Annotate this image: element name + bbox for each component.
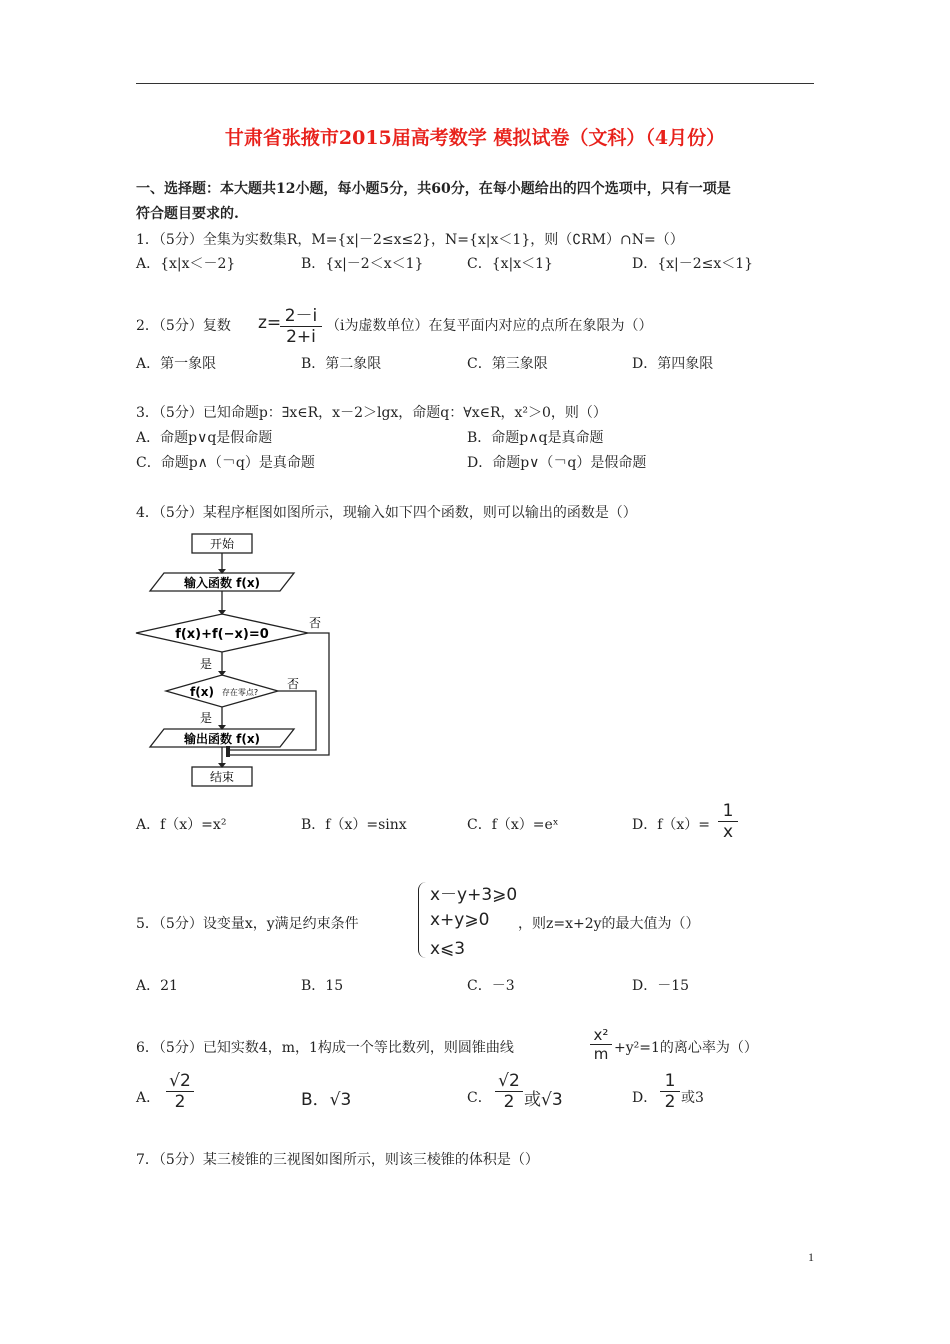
q6-option-d-fraction bbox=[660, 1071, 680, 1112]
q7-stem: 7．（5分）某三棱锥的三视图如图所示，则该三棱锥的体积是（） bbox=[136, 1152, 539, 1168]
flow-start-label: 开始 bbox=[209, 537, 235, 551]
q1-option-d: D．{x|－2≤x＜1} bbox=[632, 256, 754, 272]
q5-constraint-3: x⩽3 bbox=[430, 939, 466, 959]
q6-optc-num: √2 bbox=[495, 1071, 523, 1092]
q4-option-d: D．f（x）= bbox=[632, 817, 711, 833]
flow-end-label: 结束 bbox=[209, 770, 235, 784]
q5-option-b: B．15 bbox=[301, 978, 344, 994]
flow-no-label-2: 否 bbox=[287, 677, 300, 691]
q1-option-a: A．{x|x＜－2} bbox=[136, 256, 236, 272]
q6-optc-den: 2 bbox=[503, 1092, 515, 1112]
page-number: 1 bbox=[808, 1250, 814, 1264]
q6-option-d-tail: 或3 bbox=[681, 1090, 704, 1106]
q1-option-c: C．{x|x＜1} bbox=[467, 256, 553, 272]
q2-frac-den: 2+i bbox=[286, 327, 316, 347]
flow-yes-label-1: 是 bbox=[200, 657, 213, 671]
q2-option-a: A．第一象限 bbox=[136, 356, 217, 372]
q2-z-eq: z= bbox=[258, 313, 282, 333]
section-heading-line1: 一、选择题：本大题共12小题，每小题5分，共60分，在每小题给出的四个选项中，只有一项是 bbox=[136, 181, 731, 197]
q3-stem: 3．（5分）已知命题p：∃x∈R，x－2＞lgx，命题q：∀x∈R，x²＞0，则（） bbox=[136, 405, 607, 421]
q6-option-c-label: C． bbox=[467, 1090, 492, 1106]
q6-opta-num: √2 bbox=[166, 1071, 194, 1092]
q5-constraint-1: x－y+3⩾0 bbox=[430, 885, 518, 905]
page-title: 甘肃省张掖市2015届高考数学 模拟试卷（文科）（4月份） bbox=[224, 127, 726, 149]
q2-frac-num: 2－i bbox=[280, 301, 322, 327]
q6-frac-den: m bbox=[593, 1045, 609, 1063]
q2-stem-post: （i为虚数单位）在复平面内对应的点所在象限为（） bbox=[326, 318, 653, 334]
q6-optd-den: 2 bbox=[664, 1092, 676, 1112]
flow-cond1-label: f(x)+f(−x)=0 bbox=[175, 627, 269, 642]
q5-constraint-2: x+y⩾0 bbox=[430, 910, 490, 930]
section-heading-line2: 符合题目要求的. bbox=[136, 206, 239, 222]
q5-option-a: A．21 bbox=[136, 978, 178, 994]
q3-option-b: B．命题p∧q是真命题 bbox=[467, 430, 604, 446]
q3-option-c: C．命题p∧（￢q）是真命题 bbox=[136, 455, 315, 471]
q4-option-c: C．f（x）=eˣ bbox=[467, 817, 559, 833]
flow-cond2-tail-label: 存在零点? bbox=[221, 688, 259, 697]
q6-option-d-label: D． bbox=[632, 1090, 658, 1106]
q5-stem-post: ，则z=x+2y的最大值为（） bbox=[518, 916, 700, 932]
q2-stem-pre: 2．（5分）复数 bbox=[136, 318, 231, 334]
q3-option-d: D．命题p∨（￢q）是假命题 bbox=[467, 455, 647, 471]
q2-option-c: C．第三象限 bbox=[467, 356, 548, 372]
q6-option-a-fraction bbox=[166, 1071, 194, 1112]
q4-optd-num: 1 bbox=[718, 801, 738, 822]
q2-option-b: B．第二象限 bbox=[301, 356, 382, 372]
q6-opta-den: 2 bbox=[174, 1092, 186, 1112]
q2-option-d: D．第四象限 bbox=[632, 356, 714, 372]
flow-yes-label-2: 是 bbox=[200, 711, 213, 725]
q3-option-a: A．命题p∨q是假命题 bbox=[136, 430, 273, 446]
q4-optd-den: x bbox=[722, 822, 734, 842]
flow-input-label: 输入函数 f(x) bbox=[183, 576, 261, 590]
q6-fraction bbox=[590, 1026, 612, 1063]
q5-option-d: D．－15 bbox=[632, 978, 690, 994]
q5-stem-pre: 5．（5分）设变量x，y满足约束条件 bbox=[136, 916, 359, 932]
flow-output-label: 输出函数 f(x) bbox=[183, 732, 261, 746]
q6-optd-num: 1 bbox=[660, 1071, 680, 1092]
q4-option-a: A．f（x）=x² bbox=[136, 817, 227, 833]
q6-option-c-tail: 或√3 bbox=[524, 1090, 563, 1110]
q5-option-c: C．－3 bbox=[467, 978, 515, 994]
flow-cond2-main-label: f(x) bbox=[190, 685, 214, 699]
q6-frac-num: x² bbox=[590, 1026, 612, 1045]
header-rule bbox=[136, 83, 814, 84]
q6-option-b: B．√3 bbox=[301, 1090, 352, 1110]
flow-no-label-1: 否 bbox=[309, 616, 322, 630]
flowchart bbox=[130, 528, 340, 793]
q4-option-b: B．f（x）=sinx bbox=[301, 817, 407, 833]
q1-option-b: B．{x|－2＜x＜1} bbox=[301, 256, 424, 272]
q4-option-d-fraction bbox=[718, 801, 738, 842]
q6-option-c-fraction bbox=[495, 1071, 523, 1112]
q6-option-a-label: A． bbox=[136, 1090, 161, 1106]
q6-stem-pre: 6．（5分）已知实数4，m，1构成一个等比数列，则圆锥曲线 bbox=[136, 1040, 514, 1056]
q1-stem: 1．（5分）全集为实数集R，M={x|－2≤x≤2}，N={x|x＜1}，则（∁RM）∩N=（） bbox=[136, 232, 684, 248]
q5-constraint-brace bbox=[418, 882, 427, 958]
q4-stem: 4．（5分）某程序框图如图所示，现输入如下四个函数，则可以输出的函数是（） bbox=[136, 505, 637, 521]
q2-fraction bbox=[280, 301, 322, 347]
q6-stem-post: +y²=1的离心率为（） bbox=[614, 1040, 758, 1056]
